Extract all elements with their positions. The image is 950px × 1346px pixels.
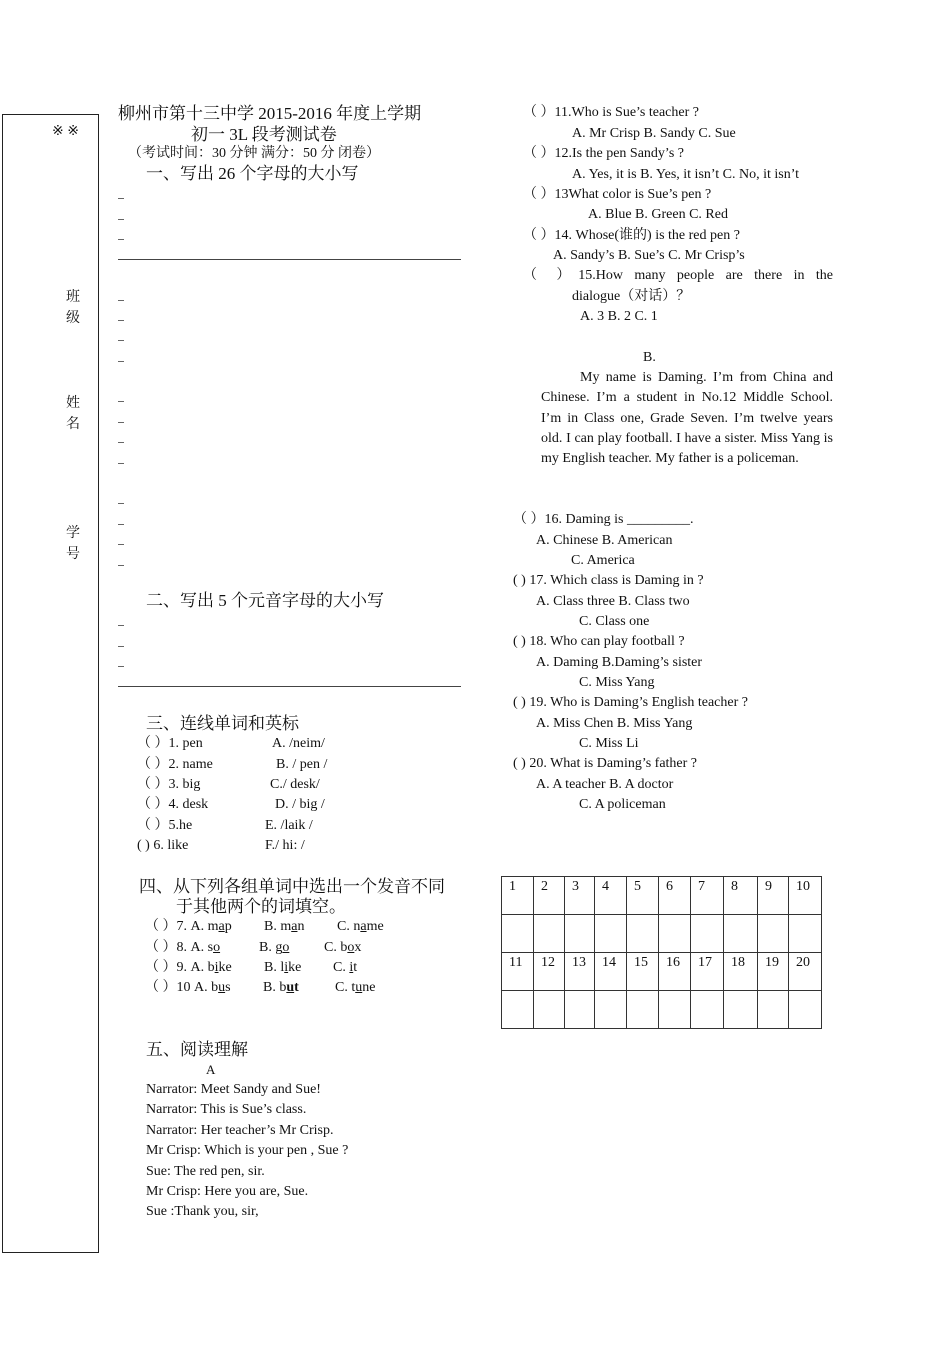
- answer-number-cell: 13: [565, 953, 595, 991]
- answer-blank-cell[interactable]: [627, 991, 659, 1029]
- divider-line: [118, 259, 461, 260]
- question-20: ( ) 20. What is Daming’s father ?: [513, 756, 698, 771]
- writing-line-marker: [118, 198, 124, 199]
- section-4-heading-cont: 于其他两个的词填空。: [176, 897, 346, 916]
- phonics-question-10: （ ）10 A. bus: [145, 980, 231, 995]
- answer-number-cell: 17: [691, 953, 724, 991]
- dialogue-line: Sue: The red pen, sir.: [146, 1164, 265, 1179]
- answer-table-blank-row: [502, 915, 822, 953]
- matching-question: （ ）2. name: [137, 757, 213, 772]
- matching-question: （ ）5.he: [137, 818, 193, 833]
- writing-line-marker: [118, 361, 124, 362]
- answer-table-number-row: [502, 953, 822, 991]
- dialogue-line: Narrator: Her teacher’s Mr Crisp.: [146, 1123, 334, 1138]
- matching-question: （ ）3. big: [137, 777, 201, 792]
- answer-blank-cell[interactable]: [724, 915, 758, 953]
- answer-sheet-table: [501, 876, 822, 1029]
- phonics-question-9: （ ）9. A. bike: [145, 960, 232, 975]
- answer-blank-cell[interactable]: [789, 991, 822, 1029]
- exam-info: （考试时间：30 分钟 满分：50 分 闭卷）: [128, 146, 380, 161]
- answer-number-cell: 8: [724, 877, 758, 915]
- answer-number-cell: 20: [789, 953, 822, 991]
- answer-number-cell: 2: [534, 877, 565, 915]
- section-5-heading: 五、阅读理解: [146, 1040, 248, 1059]
- reading-b-passage: My name is Daming. I’m from China and Chinese. I’m a student in No.12 Middle School. I’m in Class one, Grade Seven. I’m twelve years old. I can play football. I have a sister. Miss Yang is my English teacher. My father is a policeman.: [541, 370, 833, 467]
- exam-title: 柳州市第十三中学 2015-2016 年度上学期: [118, 104, 422, 123]
- section-3-heading: 三、连线单词和英标: [146, 714, 299, 733]
- question-19-options: A. Miss Chen B. Miss Yang: [536, 716, 693, 731]
- question-17: ( ) 17. Which class is Daming in ?: [513, 573, 704, 588]
- answer-number-cell: 12: [534, 953, 565, 991]
- phonics-option-c: C. name: [337, 919, 384, 934]
- question-19-option-c: C. Miss Li: [579, 736, 639, 751]
- section-2-heading: 二、写出 5 个元音字母的大小写: [146, 591, 384, 610]
- question-14: （ ）14. Whose(谁的) is the red pen ?: [523, 228, 740, 243]
- writing-line-marker: [118, 442, 124, 443]
- section-4-heading: 四、从下列各组单词中选出一个发音不同: [139, 877, 445, 896]
- answer-number-cell: 18: [724, 953, 758, 991]
- writing-line-marker: [118, 300, 124, 301]
- answer-blank-cell[interactable]: [534, 915, 565, 953]
- question-20-option-c: C. A policeman: [579, 797, 666, 812]
- phonics-option-b: B. like: [264, 960, 302, 975]
- answer-blank-cell[interactable]: [659, 991, 691, 1029]
- writing-line-marker: [118, 544, 124, 545]
- dialogue-line: Sue :Thank you, sir,: [146, 1204, 259, 1219]
- binding-margin-box: [2, 114, 99, 1253]
- matching-option: F./ hi: /: [265, 838, 305, 853]
- question-12-options: A. Yes, it is B. Yes, it isn’t C. No, it isn’t: [572, 167, 800, 182]
- phonics-question-8: （ ）8. A. so: [145, 940, 221, 955]
- question-18: ( ) 18. Who can play football ?: [513, 634, 685, 649]
- matching-question: （ ）1. pen: [137, 736, 203, 751]
- answer-number-cell: 11: [502, 953, 534, 991]
- writing-line-marker: [118, 219, 124, 220]
- answer-blank-cell[interactable]: [724, 991, 758, 1029]
- section-1-heading: 一、写出 26 个字母的大小写: [146, 164, 359, 183]
- matching-question: ( ) 6. like: [137, 838, 189, 853]
- answer-number-cell: 7: [691, 877, 724, 915]
- divider-line: [118, 686, 461, 687]
- answer-number-cell: 16: [659, 953, 691, 991]
- question-15-cont: dialogue（对话）？: [572, 289, 691, 304]
- exam-subtitle: 初一 3L 段考测试卷: [191, 125, 337, 144]
- class-label-char-2: 级: [66, 311, 80, 326]
- number-label-char-2: 号: [66, 547, 80, 562]
- answer-blank-cell[interactable]: [691, 915, 724, 953]
- answer-table-number-row: [502, 877, 822, 915]
- question-13: （ ）13What color is Sue’s pen ?: [523, 187, 712, 202]
- reading-b-label: B.: [643, 350, 656, 365]
- dialogue-line: Mr Crisp: Here you are, Sue.: [146, 1184, 309, 1199]
- phonics-option-c: C. it: [333, 960, 358, 975]
- question-16-options: A. Chinese B. American: [536, 533, 673, 548]
- question-11-options: A. Mr Crisp B. Sandy C. Sue: [572, 126, 736, 141]
- writing-line-marker: [118, 625, 124, 626]
- writing-line-marker: [118, 503, 124, 504]
- question-17-option-c: C. Class one: [579, 614, 650, 629]
- answer-table-blank-row: [502, 991, 822, 1029]
- answer-number-cell: 9: [758, 877, 789, 915]
- matching-question: （ ）4. desk: [137, 797, 209, 812]
- writing-line-marker: [118, 340, 124, 341]
- phonics-option-b: B. go: [259, 940, 290, 955]
- question-15-options: A. 3 B. 2 C. 1: [580, 309, 658, 324]
- answer-blank-cell[interactable]: [534, 991, 565, 1029]
- question-18-options: A. Daming B.Daming’s sister: [536, 655, 703, 670]
- answer-blank-cell[interactable]: [659, 915, 691, 953]
- question-12: （ ）12.Is the pen Sandy’s ?: [523, 146, 684, 161]
- answer-blank-cell[interactable]: [502, 915, 534, 953]
- writing-line-marker: [118, 239, 124, 240]
- writing-line-marker: [118, 666, 124, 667]
- answer-blank-cell[interactable]: [758, 991, 789, 1029]
- matching-option: E. /laik /: [265, 818, 313, 833]
- matching-option: D. / big /: [275, 797, 325, 812]
- name-label-char-2: 名: [66, 417, 80, 432]
- writing-line-marker: [118, 401, 124, 402]
- answer-number-cell: 6: [659, 877, 691, 915]
- question-15: （ ）15.How many people are there in the: [523, 268, 833, 283]
- phonics-option-b: B. but: [263, 980, 299, 995]
- answer-number-cell: 14: [595, 953, 627, 991]
- question-11: （ ）11.Who is Sue’s teacher ?: [523, 105, 699, 120]
- answer-number-cell: 10: [789, 877, 822, 915]
- matching-option: C./ desk/: [270, 777, 320, 792]
- dialogue-line: Narrator: This is Sue’s class.: [146, 1102, 307, 1117]
- question-16: （ ）16. Daming is _________.: [513, 512, 694, 527]
- answer-blank-cell[interactable]: [565, 991, 595, 1029]
- answer-blank-cell[interactable]: [627, 915, 659, 953]
- writing-line-marker: [118, 422, 124, 423]
- answer-blank-cell[interactable]: [691, 991, 724, 1029]
- writing-line-marker: [118, 320, 124, 321]
- question-16-option-c: C. America: [571, 553, 635, 568]
- writing-line-marker: [118, 524, 124, 525]
- question-18-option-c: C. Miss Yang: [579, 675, 655, 690]
- name-label-char-1: 姓: [66, 396, 80, 411]
- phonics-question-7: （ ）7. A. map: [145, 919, 232, 934]
- reading-a-label: A: [206, 1062, 216, 1077]
- answer-blank-cell[interactable]: [502, 991, 534, 1029]
- answer-number-cell: 4: [595, 877, 627, 915]
- phonics-option-c: C. box: [324, 940, 362, 955]
- class-label-char-1: 班: [66, 290, 80, 305]
- question-14-options: A. Sandy’s B. Sue’s C. Mr Crisp’s: [553, 248, 745, 263]
- answer-number-cell: 1: [502, 877, 534, 915]
- answer-number-cell: 3: [565, 877, 595, 915]
- answer-number-cell: 5: [627, 877, 659, 915]
- answer-blank-cell[interactable]: [595, 991, 627, 1029]
- question-17-options: A. Class three B. Class two: [536, 594, 690, 609]
- answer-blank-cell[interactable]: [595, 915, 627, 953]
- writing-line-marker: [118, 565, 124, 566]
- question-20-options: A. A teacher B. A doctor: [536, 777, 674, 792]
- answer-number-cell: 19: [758, 953, 789, 991]
- number-label-char-1: 学: [66, 526, 80, 541]
- phonics-option-c: C. tune: [335, 980, 376, 995]
- answer-number-cell: 15: [627, 953, 659, 991]
- answer-blank-cell[interactable]: [758, 915, 789, 953]
- phonics-option-b: B. man: [264, 919, 305, 934]
- matching-option: B. / pen /: [276, 757, 328, 772]
- dialogue-line: Mr Crisp: Which is your pen , Sue ?: [146, 1143, 349, 1158]
- question-13-options: A. Blue B. Green C. Red: [588, 207, 728, 222]
- writing-line-marker: [118, 463, 124, 464]
- matching-option: A. /neim/: [272, 736, 325, 751]
- answer-blank-cell[interactable]: [565, 915, 595, 953]
- writing-line-marker: [118, 646, 124, 647]
- binding-marks: ※ ※: [52, 124, 79, 139]
- dialogue-line: Narrator: Meet Sandy and Sue!: [146, 1082, 321, 1097]
- answer-blank-cell[interactable]: [789, 915, 822, 953]
- question-19: ( ) 19. Who is Daming’s English teacher ?: [513, 695, 748, 710]
